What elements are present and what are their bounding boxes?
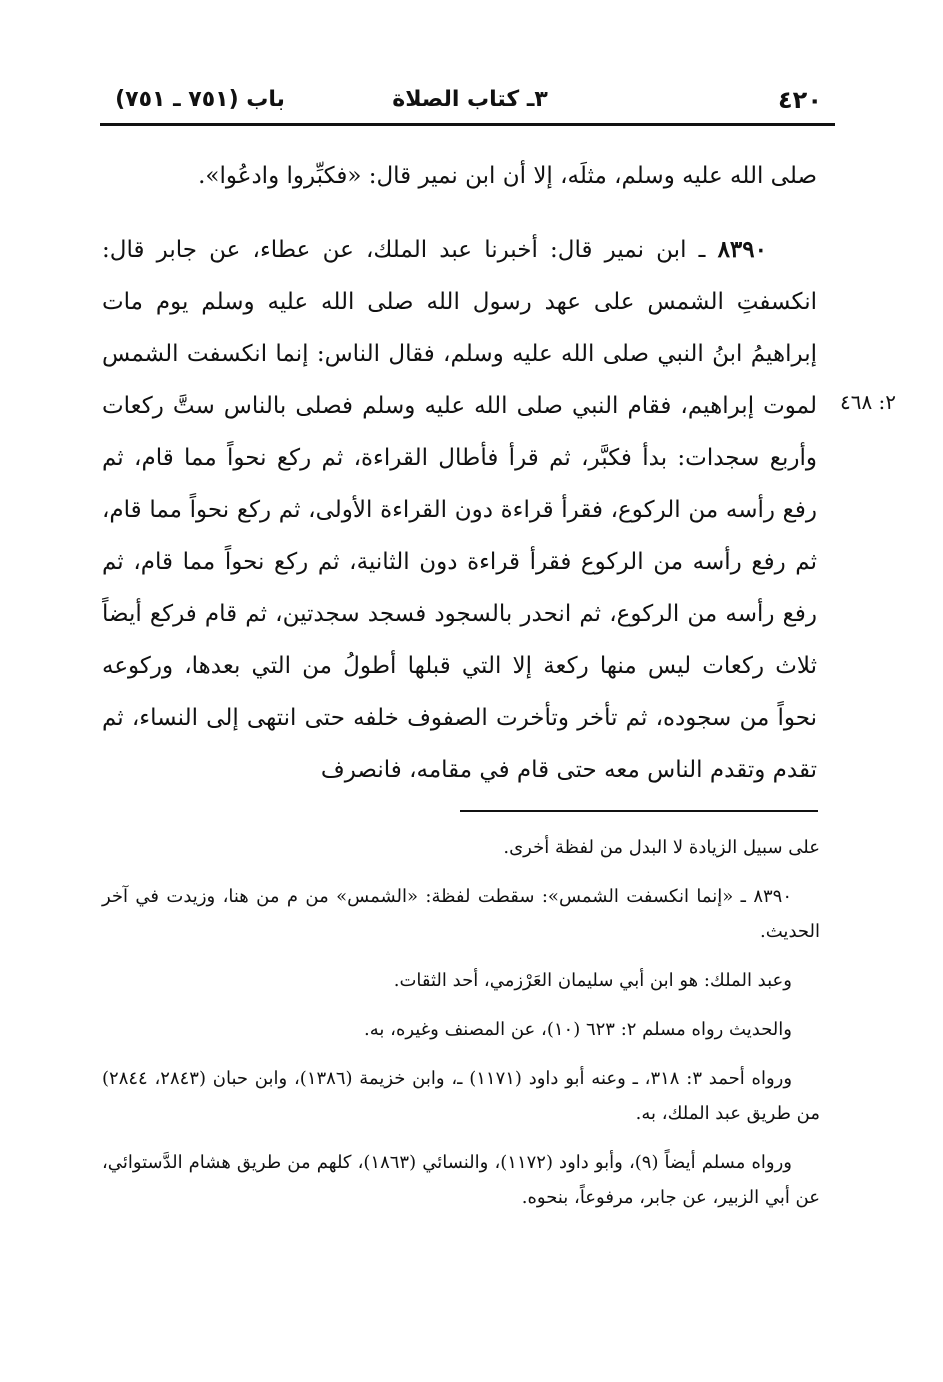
hadith-number: ٨٣٩٠ <box>717 236 767 263</box>
footnote-1: على سبيل الزيادة لا البدل من لفظة أخرى. <box>503 837 820 858</box>
margin-reference: ٢: ٤٦٨ <box>839 390 897 414</box>
hadith-paragraph <box>102 224 817 796</box>
footnote-4: والحديث رواه مسلم ٢: ٦٢٣ (١٠)، عن المصنف وغيره، به. <box>364 1019 792 1040</box>
hadith-text: ـ ابن نمير قال: أخبرنا عبد الملك، عن عطاء، عن جابر قال: انكسفتِ الشمس على عهد رسول الله صلى الله عليه وسلم يوم مات إبراهيمُ ابنُ النبي صلى الله عليه وسلم، فقال الناس: إنما انكسفت الشمس لموت إبراهيم، فقام النبي صلى الله عليه وسلم فصلى بالناس ستَّ ركعات وأربع سجدات: بدأ فكبَّر، ثم قرأ فأطال القراءة، ثم ركع نحواً مما قام، ثم رفع رأسه من الركوع، فقرأ قراءة دون القراءة الأولى، ثم ركع نحواً مما قام، ثم رفع رأسه من الركوع فقرأ قراءة دون الثانية، ثم ركع نحواً مما قام، ثم رفع رأسه من الركوع، ثم انحدر بالسجود فسجد سجدتين، ثم قام فركع أيضاً ثلاث ركعات ليس منها ركعة إلا التي قبلها أطولُ من التي بعدها، وركوعه نحواً من سجوده، ثم تأخر وتأخرت الصفوف خلفه حتى انتهى إلى النساء، ثم تقدم وتقدم الناس معه حتى قام في مقامه، فانصرف <box>102 237 817 783</box>
footnote-6: ورواه مسلم أيضاً (٩)، وأبو داود (١١٧٢)، والنسائي (١٨٦٣)، كلهم من طريق هشام الدَّستوائي، عن أبي الزبير، عن جابر، مرفوعاً، بنحوه. <box>102 1152 820 1208</box>
footnotes <box>102 830 820 1229</box>
footnote-5: ورواه أحمد ٣: ٣١٨، ـ وعنه أبو داود (١١٧١) ـ، وابن خزيمة (١٣٨٦)، وابن حبان (٢٨٤٣، ٢٨٤٤) من طريق عبد الملك، به. <box>102 1068 820 1124</box>
header-rule <box>100 123 835 126</box>
chapter-heading: باب (٧٥١ ـ ٧٥١) <box>115 87 285 112</box>
footnote-separator <box>460 810 818 812</box>
book-title: ٣ـ كتاب الصلاة <box>392 87 548 112</box>
page-number: ٤٢٠ <box>778 86 822 114</box>
footnote-2: ٨٣٩٠ ـ «إنما انكسفت الشمس»: سقطت لفظة: «الشمس» من م من هنا، وزيدت في آخر الحديث. <box>102 886 820 942</box>
main-text <box>102 150 817 796</box>
footnote-3: وعبد الملك: هو ابن أبي سليمان العَرْزمي، أحد الثقات. <box>393 970 792 991</box>
paragraph-continuation: صلى الله عليه وسلم، مثلَه، إلا أن ابن نمير قال: «فكبِّروا وادعُوا». <box>198 163 817 189</box>
